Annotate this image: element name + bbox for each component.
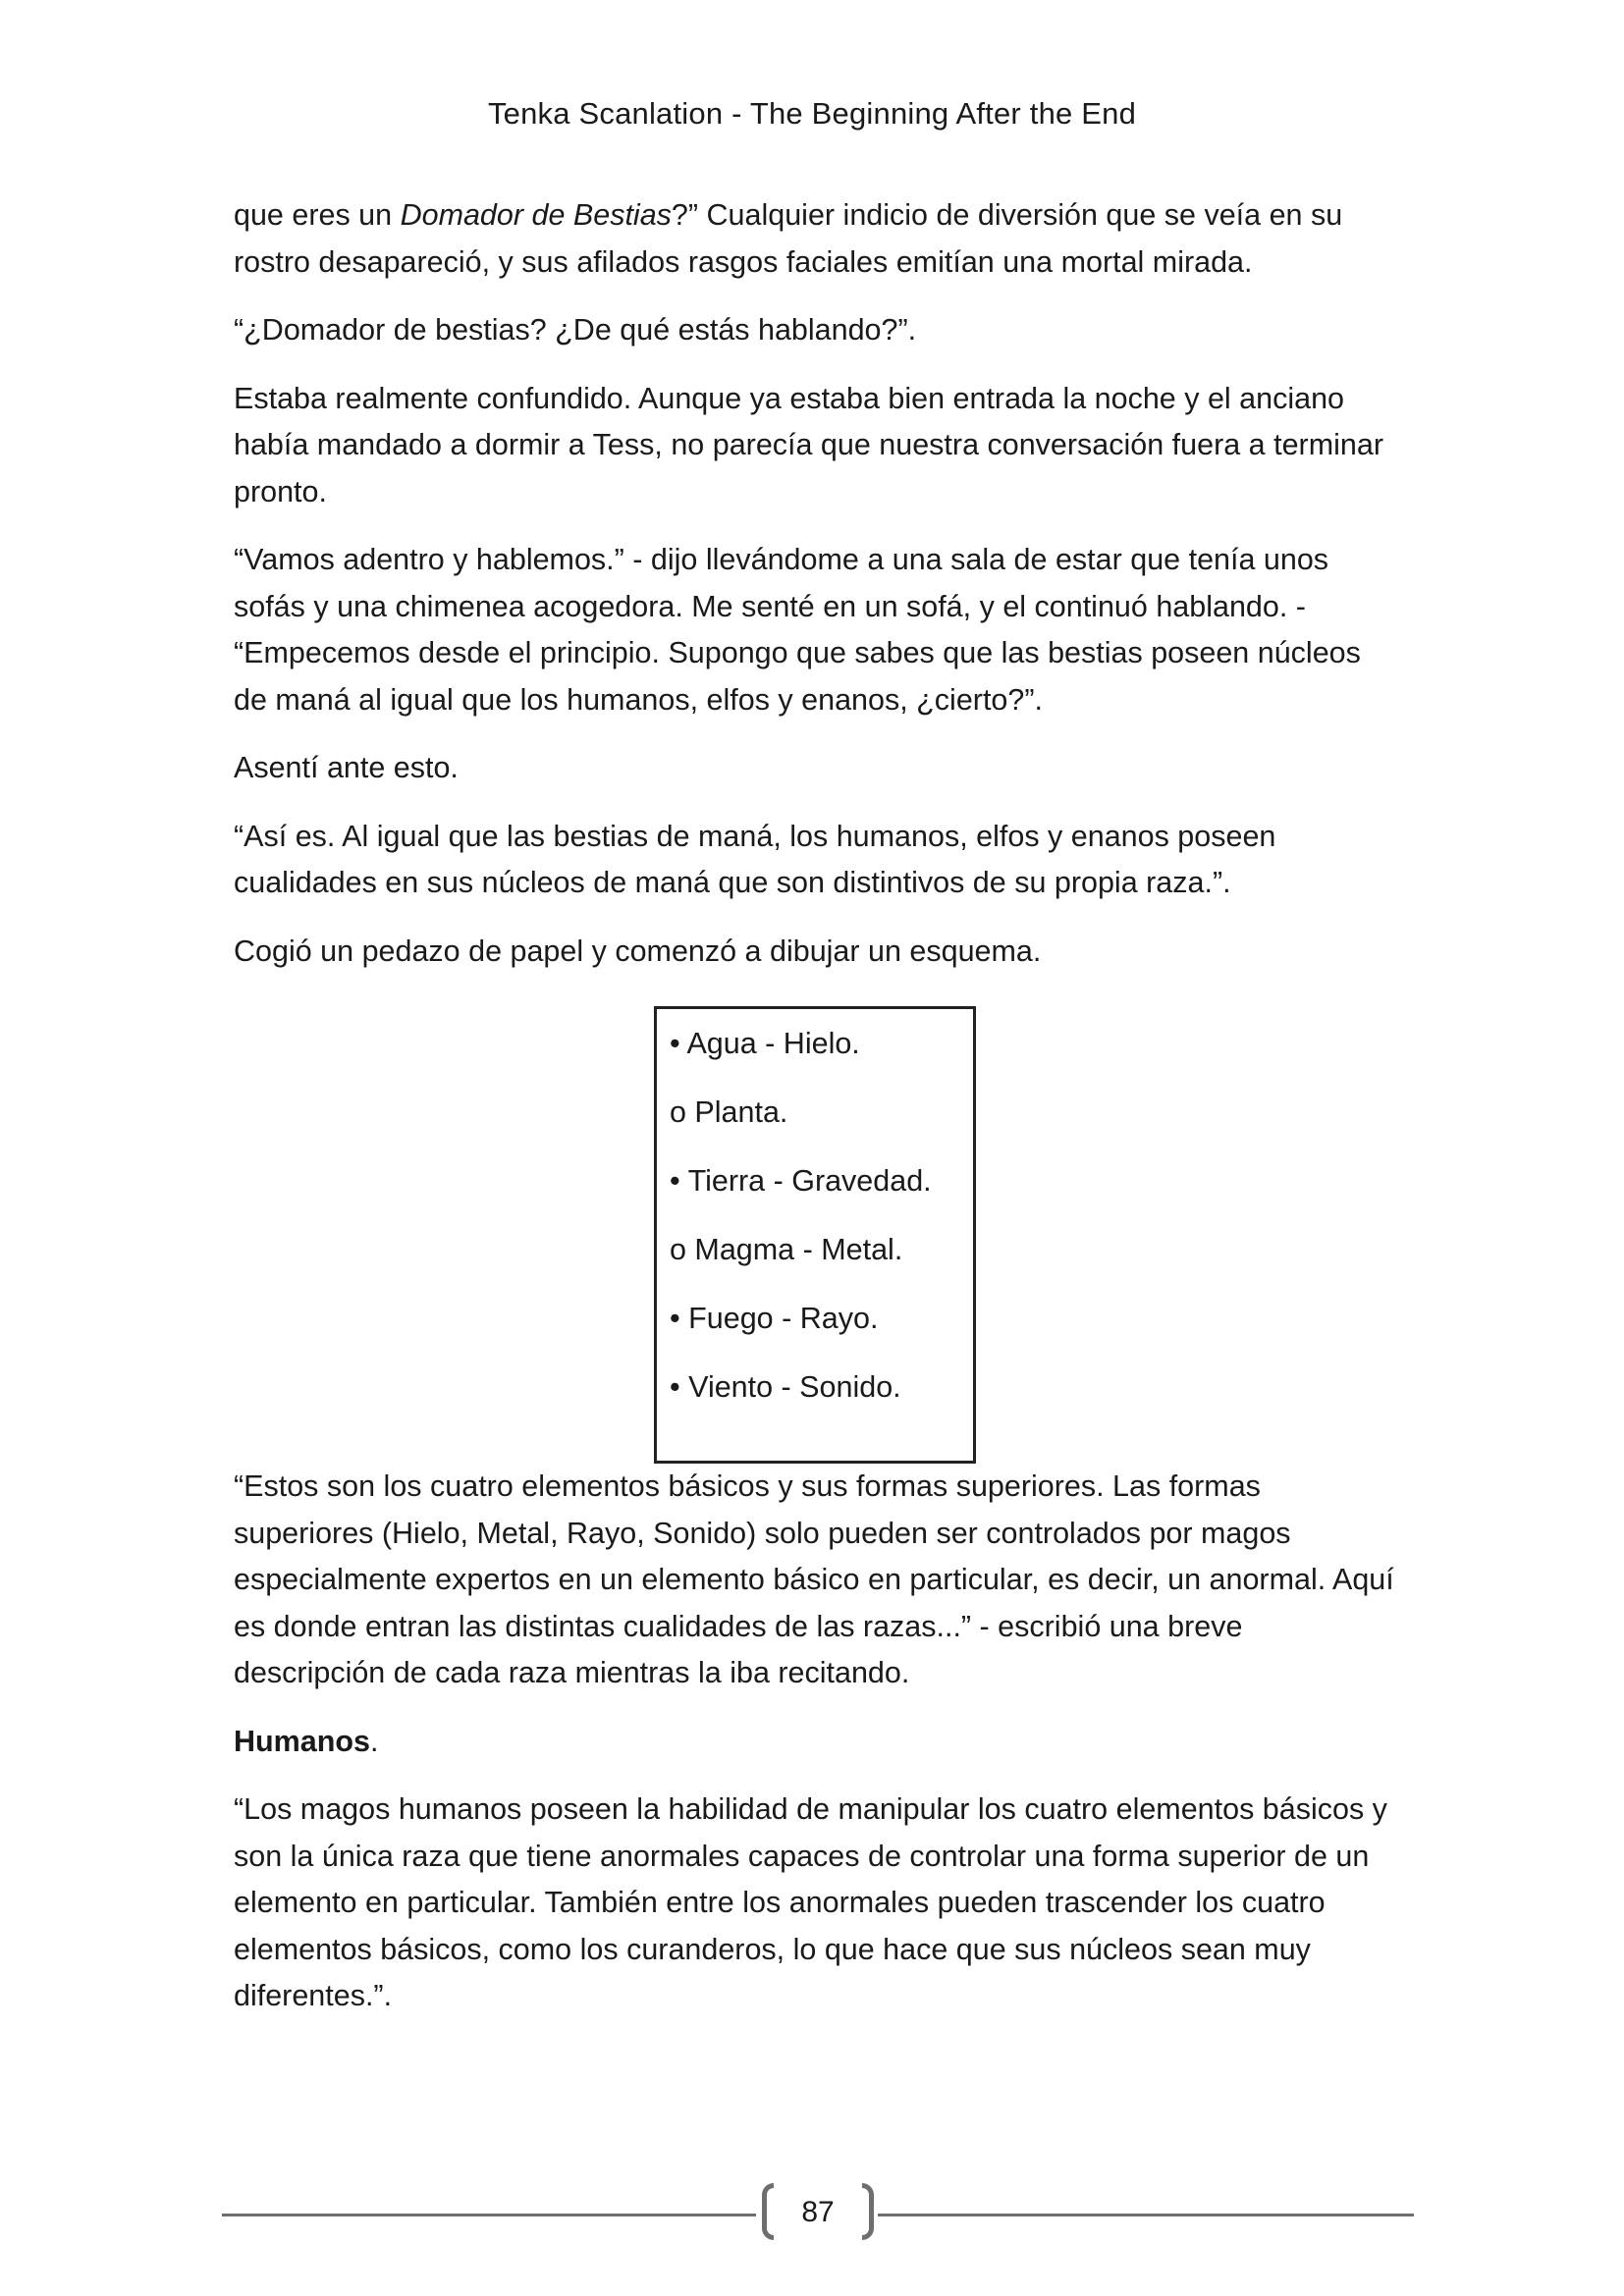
document-body [234,192,1402,2042]
footer-rule-left [222,2214,756,2216]
paragraph-7: Cogió un pedazo de papel y comenzó a dibujar un esquema. [234,934,1042,968]
diagram-line: • Fuego - Rayo. [670,1302,879,1335]
section-heading [234,1719,1402,1766]
right-bracket-icon [862,2183,874,2240]
paragraph-1-italic: Domador de Bestias [400,198,672,232]
section-heading-suffix: . [369,1724,379,1758]
paragraph-6: “Así es. Al igual que las bestias de maná, los humanos, elfos y enanos poseen cualidades en sus núcleos de maná que son distintivos de su propia raza.”. [234,819,1276,899]
page-header-title: Tenka Scanlation - The Beginning After the End [487,96,1137,131]
paragraph-1-end: ?” Cualquier indicio de diversión que se veía en su rostro desapareció, y sus afilados rasgos faciales emitían una mortal mirada. [234,198,1343,279]
section-heading-bold: Humanos [234,1724,370,1758]
diagram-line: o Planta. [670,1095,788,1129]
paragraph-4: “Vamos adentro y hablemos.” - dijo llevándome a una sala de estar que tenía unos sofás y una chimenea acogedora. Me senté en un sofá, y el continuó hablando. - “Empecemos desde el principio. Supongo que sabes que las bestias poseen núcleos de maná al igual que los humanos, elfos y enanos, ¿cierto?”. [234,543,1361,717]
paragraph-2: “¿Domador de bestias? ¿De qué estás hablando?”. [234,313,917,347]
page-footer [222,2179,1414,2248]
left-bracket-icon [762,2183,774,2240]
paragraph-3: Estaba realmente confundido. Aunque ya estaba bien entrada la noche y el anciano había mandado a dormir a Tess, no parecía que nuestra conversación fuera a terminar pronto. [234,381,1383,508]
diagram-line: • Viento - Sonido. [670,1370,901,1404]
diagram-line: • Tierra - Gravedad. [670,1164,932,1198]
paragraph-5: Asentí ante esto. [234,751,459,784]
diagram-line: o Magma - Metal. [670,1233,903,1266]
paragraph-8: “Estos son los cuatro elementos básicos y sus formas superiores. Las formas superiores (Hielo, Metal, Rayo, Sonido) solo pueden ser controlados por magos especialmente expertos en un elemento básico en particular, es decir, un anormal. Aquí es donde entran las distintas cualidades de las razas...” - escribió una breve descripción de cada raza mientras la iba recitando. [234,1469,1394,1689]
footer-rule-right [878,2214,1414,2216]
paragraph-1 [234,192,1402,286]
element-diagram-box [654,1006,976,1464]
diagram-line: • Agua - Hielo. [670,1027,860,1060]
page-number: 87 [801,2196,835,2228]
paragraph-1-start: que eres un [234,198,401,232]
paragraph-9: “Los magos humanos poseen la habilidad de manipular los cuatro elementos básicos y son la única raza que tiene anormales capaces de controlar una forma superior de un elemento en particular. También entre los anormales pueden trascender los cuatro elementos básicos, como los curanderos, lo que hace que sus núcleos sean muy diferentes.”. [234,1792,1387,2012]
